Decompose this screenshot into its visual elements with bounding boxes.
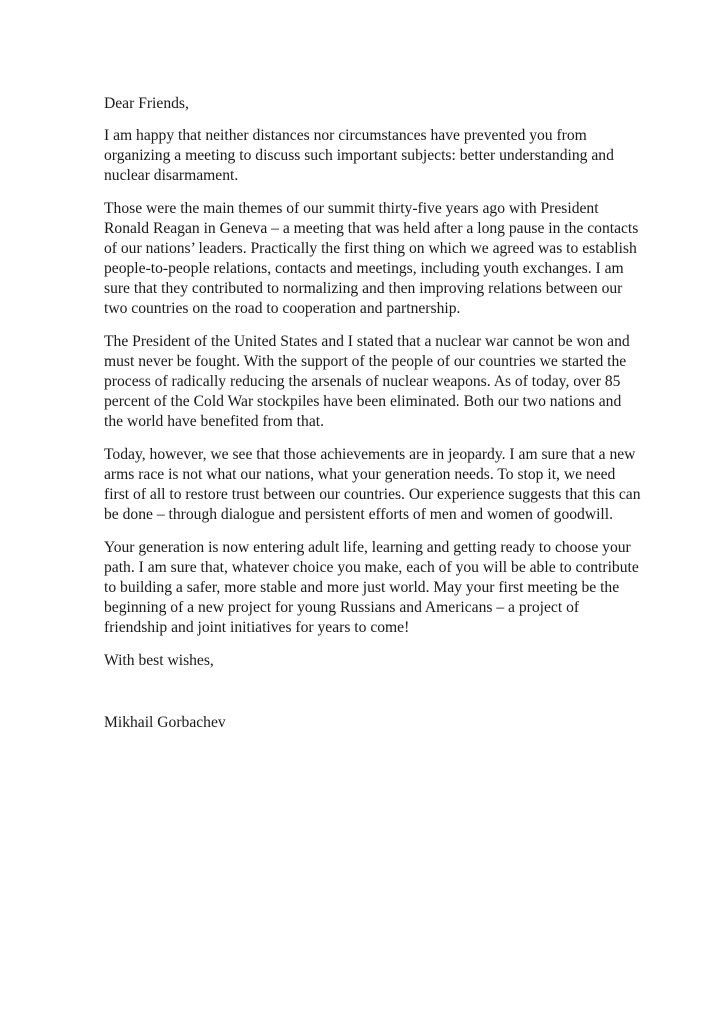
salutation: Dear Friends, — [104, 95, 189, 112]
paragraph-4: Today, however, we see that those achievements are in jeopardy. I am sure that a new arms race is not what our nations, what your generation needs. To stop it, we need first of all to restore trust between our countries. Our experience suggests that this can be done – through dialogue and persistent efforts of men and women of goodwill. — [104, 446, 641, 523]
paragraph-2: Those were the main themes of our summit thirty-five years ago with President Ronald Reagan in Geneva – a meeting that was held after a long pause in the contacts of our nations’ leaders. Practically the first thing on which we agreed was to establish people-to-people relations, contacts and meetings, including youth exchanges. I am sure that they contributed to normalizing and then improving relations between our two countries on the road to cooperation and partnership. — [104, 200, 639, 317]
paragraph-3: The President of the United States and I stated that a nuclear war cannot be won and must never be fought. With the support of the people of our countries we started the process of radically reducing the arsenals of nuclear weapons. As of today, over 85 percent of the Cold War stockpiles have been eliminated. Both our two nations and the world have benefited from that. — [104, 333, 630, 430]
closing: With best wishes, — [104, 652, 214, 669]
letter-body — [104, 94, 644, 733]
signature-name: Mikhail Gorbachev — [104, 714, 226, 731]
paragraph-1: I am happy that neither distances nor circumstances have prevented you from organizing a meeting to discuss such important subjects: better understanding and nuclear disarmament. — [104, 127, 614, 184]
paragraph-5: Your generation is now entering adult life, learning and getting ready to choose your path. I am sure that, whatever choice you make, each of you will be able to contribute to building a safer, more stable and more just world. May your first meeting be the beginning of a new project for young Russians and Americans – a project of friendship and joint initiatives for years to come! — [104, 539, 639, 636]
